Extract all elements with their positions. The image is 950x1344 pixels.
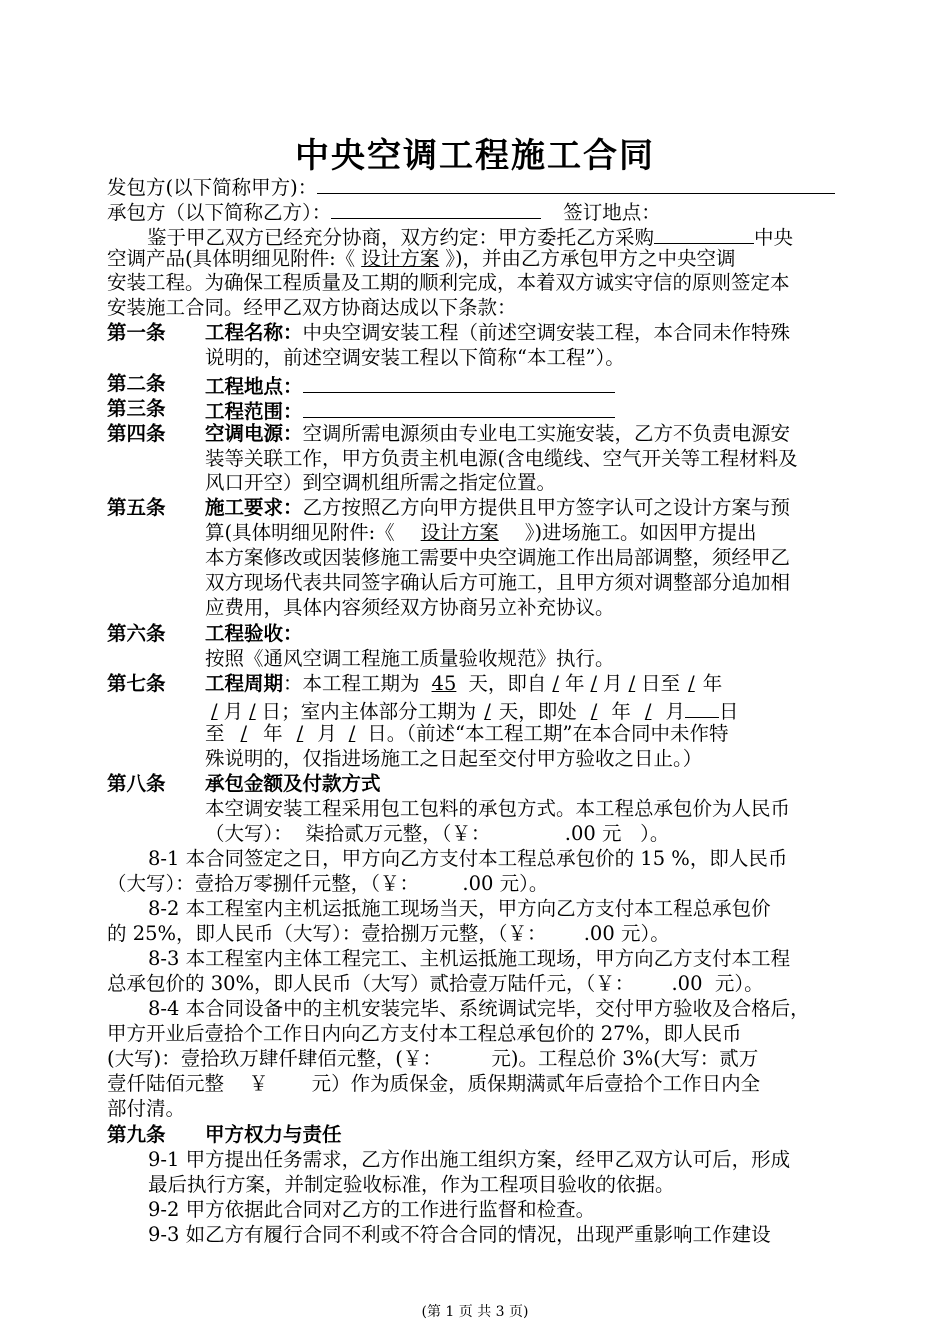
clause-9-2-line-1: 9-2 甲方依据此合同对乙方的工作进行监督和检查。 bbox=[148, 1198, 596, 1221]
party-b-blank bbox=[331, 198, 541, 219]
article-3-line: 工程范围： bbox=[205, 397, 877, 424]
article-7-line-2: / 月 / 日；室内主体部分工期为 / 天，即处 / 年 / 月 日 bbox=[205, 697, 877, 724]
clause-9-1-line-1: 9-1 甲方提出任务需求，乙方作出施工组织方案，经甲乙双方认可后，形成 bbox=[148, 1148, 791, 1171]
party-b-line bbox=[107, 198, 877, 225]
article-5-line-5: 应费用，具体内容须经双方协商另立补充协议。 bbox=[205, 596, 615, 619]
article-6-head: 工程验收： bbox=[205, 622, 303, 645]
intro-line-3: 安装工程。为确保工程质量及工期的顺利完成，本着双方诚实守信的原则签定本 bbox=[107, 271, 790, 294]
article-3-number: 第三条 bbox=[107, 397, 166, 420]
article-4-line-1: 空调电源：空调所需电源须由专业电工实施安装，乙方不负责电源安 bbox=[205, 422, 791, 445]
duration-days: 45 bbox=[431, 672, 457, 695]
article-7-line-1: 工程周期：本工程工期为 45 天，即自 / 年 / 月 / 日至 / 年 bbox=[205, 672, 723, 695]
party-a-label: 发包方(以下简称甲方)： bbox=[107, 176, 318, 199]
clause-8-4-line-4: 壹仟陆佰元整 ￥ 元）作为质保金，质保期满贰年后壹拾个工作日内全 bbox=[107, 1072, 761, 1095]
clause-9-1-line-2: 最后执行方案，并制定验收标准，作为工程项目验收的依据。 bbox=[148, 1173, 675, 1196]
article-9-number: 第九条 bbox=[107, 1123, 166, 1146]
page-title: 中央空调工程施工合同 bbox=[295, 136, 655, 176]
page-footer: (第 1 页 共 3 页) bbox=[421, 1304, 529, 1320]
article-1-line-2: 说明的，前述空调安装工程以下简称“本工程”）。 bbox=[205, 346, 625, 369]
location-blank bbox=[303, 372, 615, 393]
clause-8-3-line-2: 总承包价的 30%，即人民币（大写）贰拾壹万陆仟元，（￥： .00 元）。 bbox=[107, 972, 764, 995]
clause-8-4-line-3: (大写)：壹拾玖万肆仟肆佰元整，(￥： 元)。工程总价 3%(大写：贰万 bbox=[107, 1047, 759, 1070]
article-4-line-2: 装等关联工作，甲方负责主机电源(含电缆线、空气开关等工程材料及 bbox=[205, 447, 798, 470]
article-5-line-1: 施工要求：乙方按照乙方向甲方提供且甲方签字认可之设计方案与预 bbox=[205, 496, 791, 519]
article-4-number: 第四条 bbox=[107, 422, 166, 445]
clause-8-4-line-1: 8-4 本合同设备中的主机安装完毕、系统调试完毕，交付甲方验收及合格后， bbox=[148, 997, 810, 1020]
appendix-link: 设计方案 bbox=[361, 247, 440, 270]
article-6-number: 第六条 bbox=[107, 622, 166, 645]
party-b-label: 承包方（以下简称乙方）： bbox=[107, 201, 332, 224]
clause-8-2-line-2: 的 25%，即人民币（大写）：壹拾捌万元整，（￥： .00 元）。 bbox=[107, 922, 670, 945]
article-8-head: 承包金额及付款方式 bbox=[205, 772, 381, 795]
article-5-line-2: 算(具体明细见附件:《 设计方案 》)进场施工。如因甲方提出 bbox=[205, 521, 757, 544]
clause-8-2-line-1: 8-2 本工程室内主机运抵施工现场当天，甲方向乙方支付本工程总承包价 bbox=[148, 897, 771, 920]
article-2-line: 工程地点： bbox=[205, 372, 877, 399]
clause-8-3-line-1: 8-3 本工程室内主体工程完工、主机运抵施工现场，甲方向乙方支付本工程 bbox=[148, 947, 791, 970]
intro-line-4: 安装施工合同。经甲乙双方协商达成以下条款： bbox=[107, 296, 517, 319]
clause-8-1-line-2: （大写）：壹拾万零捌仟元整，（￥： .00 元）。 bbox=[107, 872, 549, 895]
article-5-line-4: 双方现场代表共同签字确认后方可施工，且甲方须对调整部分追加相 bbox=[205, 571, 791, 594]
scope-blank bbox=[303, 397, 615, 418]
intro-line-2: 空调产品(具体明细见附件:《 设计方案 》)，并由乙方承包甲方之中央空调 bbox=[107, 247, 736, 270]
clause-8-4-line-5: 部付清。 bbox=[107, 1097, 186, 1120]
clause-8-4-line-2: 甲方开业后壹拾个工作日内向乙方支付本工程总承包价的 27%，即人民币 bbox=[107, 1022, 742, 1045]
article-6-line-1: 按照《通风空调工程施工质量验收规范》执行。 bbox=[205, 647, 615, 670]
article-5-number: 第五条 bbox=[107, 496, 166, 519]
intro-line-1: 鉴于甲乙双方已经充分协商，双方约定：甲方委托乙方采购 中央 bbox=[147, 223, 877, 250]
article-5-line-3: 本方案修改或因装修施工需要中央空调施工作出局部调整，须经甲乙 bbox=[205, 546, 791, 569]
article-7-line-3: 至 / 年 / 月 / 日。（前述“本工程工期”在本合同中未作特 bbox=[205, 722, 729, 745]
clause-8-1-line-1: 8-1 本合同签定之日，甲方向乙方支付本工程总承包价的 15 %，即人民币 bbox=[148, 847, 788, 870]
clause-9-3-line-1: 9-3 如乙方有履行合同不利或不符合合同的情况，出现严重影响工作建设 bbox=[148, 1223, 771, 1246]
article-8-number: 第八条 bbox=[107, 772, 166, 795]
article-1-line-1: 工程名称：中央空调安装工程（前述空调安装工程，本合同未作特殊 bbox=[205, 321, 791, 344]
article-4-line-3: 风口开空）到空调机组所需之指定位置。 bbox=[205, 471, 557, 494]
appendix-link-2: 设计方案 bbox=[420, 521, 499, 544]
article-8-line-1: 本空调安装工程采用包工包料的承包方式。本工程总承包价为人民币 bbox=[205, 797, 791, 820]
article-7-line-4: 殊说明的，仅指进场施工之日起至交付甲方验收之日止。） bbox=[205, 747, 703, 770]
sign-place-label: 签订地点： bbox=[563, 201, 661, 224]
party-a-blank bbox=[317, 173, 835, 194]
article-1-number: 第一条 bbox=[107, 321, 166, 344]
article-2-number: 第二条 bbox=[107, 372, 166, 395]
article-9-head: 甲方权力与责任 bbox=[205, 1123, 342, 1146]
article-8-line-2: （大写）： 柒拾贰万元整，（￥： .00 元 ）。 bbox=[205, 822, 670, 845]
product-blank bbox=[654, 223, 754, 244]
article-7-number: 第七条 bbox=[107, 672, 166, 695]
party-a-line bbox=[107, 173, 877, 200]
